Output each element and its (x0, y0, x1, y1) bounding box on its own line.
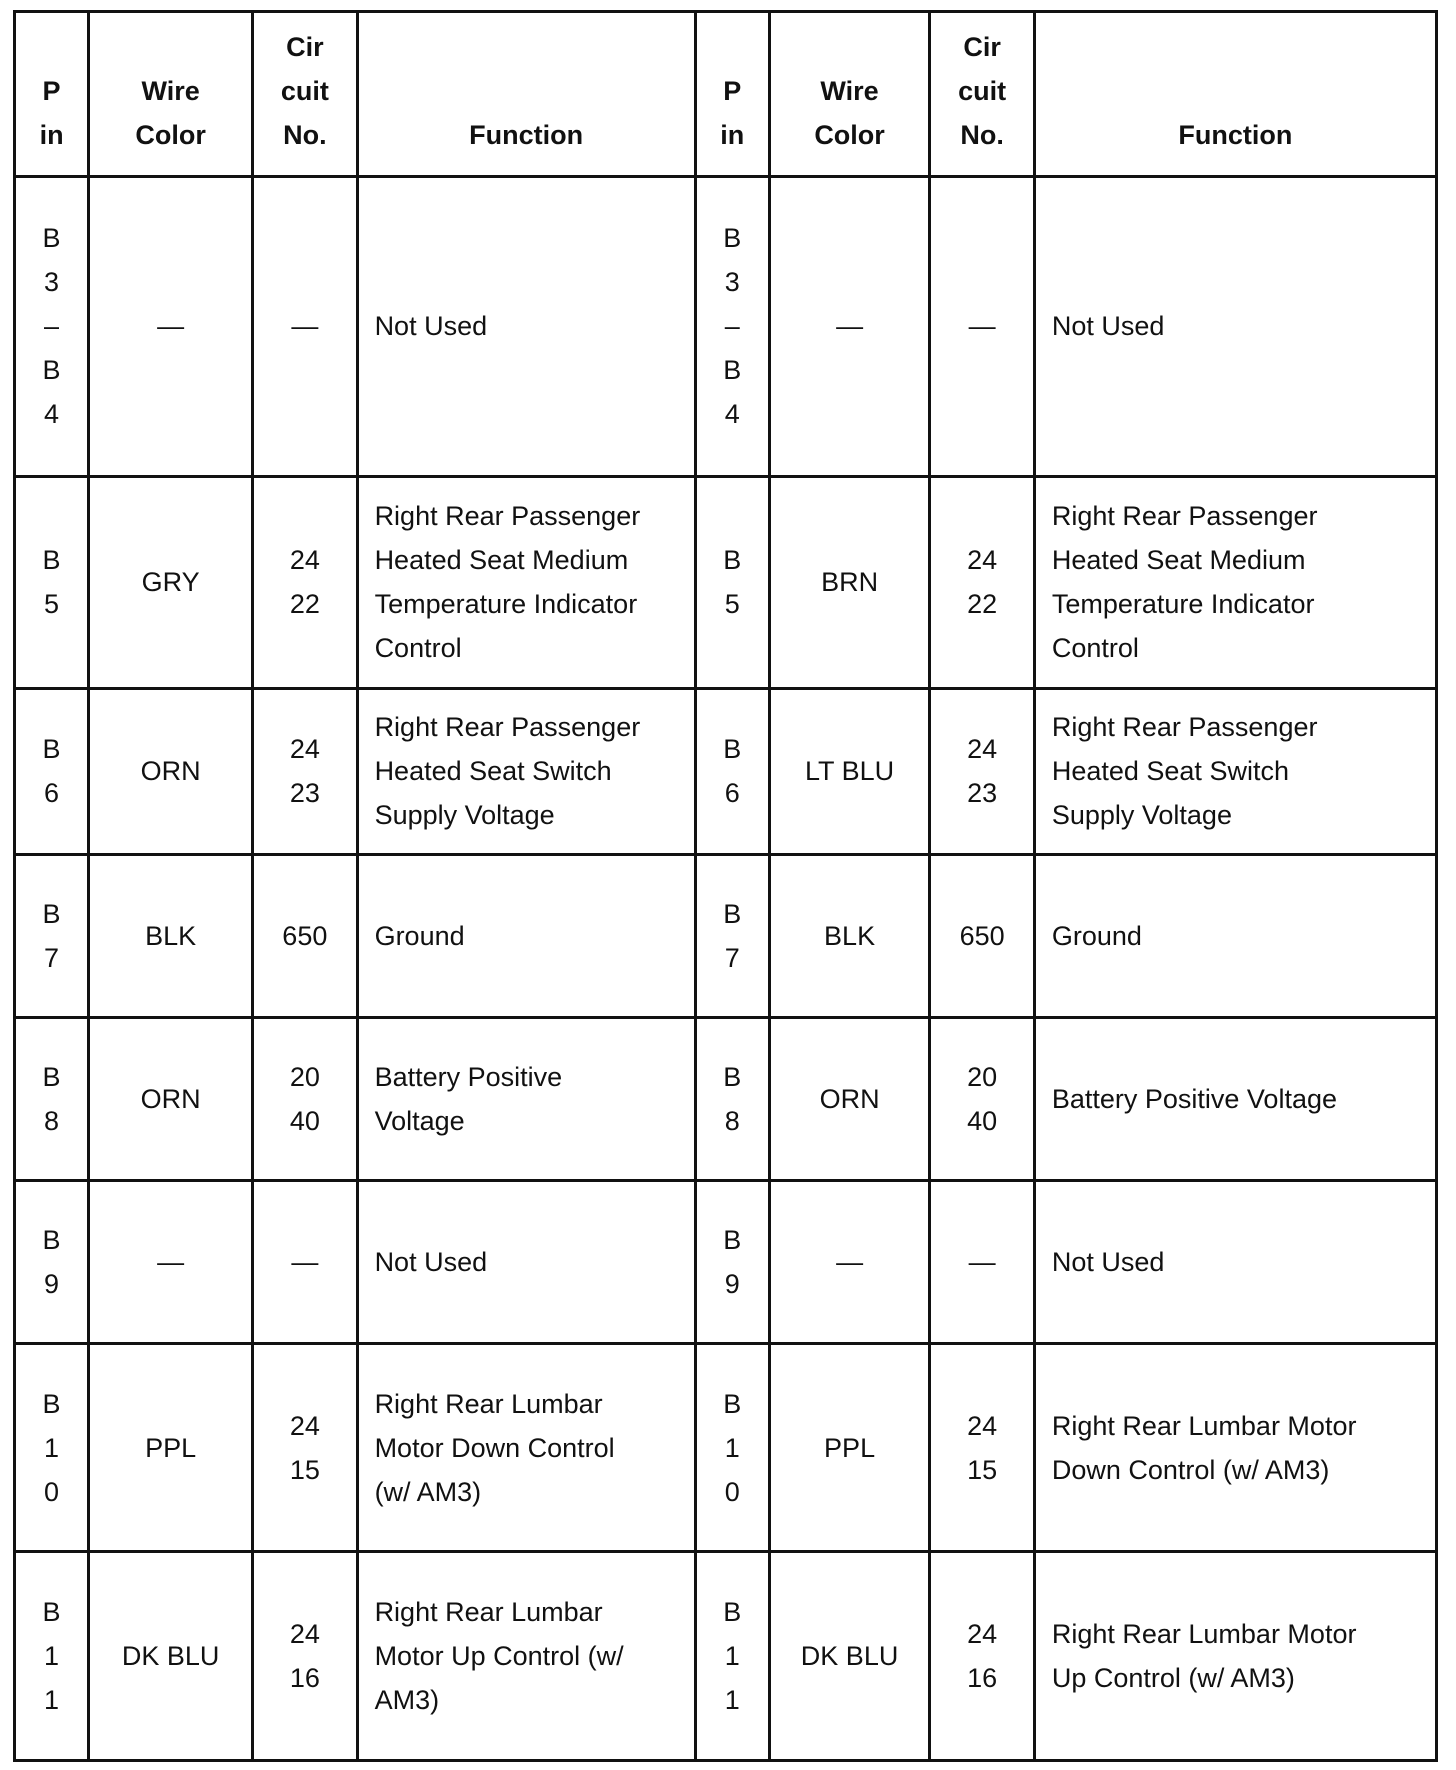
circuit-cell: 24 16 (930, 1552, 1034, 1761)
function-cell: Right Rear Lumbar Motor Up Control (w/ AM3) (1034, 1552, 1436, 1761)
header-pin: P in (15, 12, 89, 177)
circuit-cell: 20 40 (253, 1017, 357, 1180)
wire-color-cell: ORN (769, 1017, 930, 1180)
function-cell: Not Used (1034, 1180, 1436, 1343)
function-cell: Ground (1034, 855, 1436, 1018)
function-cell: Right Rear Lumbar Motor Down Control (w/ AM3) (357, 1343, 695, 1552)
pin-cell: B 1 0 (15, 1343, 89, 1552)
function-cell: Not Used (357, 1180, 695, 1343)
function-cell: Battery Positive Voltage (1034, 1017, 1436, 1180)
wire-color-cell: — (89, 177, 253, 477)
table-row (15, 855, 1437, 1018)
wire-color-cell: PPL (89, 1343, 253, 1552)
connector-pinout-table (13, 10, 1438, 1762)
wire-color-cell: ORN (89, 1017, 253, 1180)
header-pin: P in (695, 12, 769, 177)
wire-color-cell: LT BLU (769, 688, 930, 854)
circuit-cell: — (253, 1180, 357, 1343)
circuit-cell: 24 15 (930, 1343, 1034, 1552)
function-cell: Right Rear Passenger Heated Seat Switch Supply Voltage (1034, 688, 1436, 854)
table-row (15, 1552, 1437, 1761)
pin-cell: B 7 (15, 855, 89, 1018)
function-cell: Battery Positive Voltage (357, 1017, 695, 1180)
circuit-cell: 24 23 (930, 688, 1034, 854)
circuit-cell: 20 40 (930, 1017, 1034, 1180)
table-row (15, 177, 1437, 477)
wire-color-cell: — (769, 177, 930, 477)
pin-cell: B 1 0 (695, 1343, 769, 1552)
wire-color-cell: ORN (89, 688, 253, 854)
wire-color-cell: GRY (89, 476, 253, 688)
pin-cell: B 6 (15, 688, 89, 854)
function-cell: Right Rear Passenger Heated Seat Medium Temperature Indicator Control (1034, 476, 1436, 688)
function-cell: Right Rear Lumbar Motor Up Control (w/ AM3) (357, 1552, 695, 1761)
pin-cell: B 5 (15, 476, 89, 688)
pin-cell: B 3 – B 4 (15, 177, 89, 477)
wire-color-cell: DK BLU (769, 1552, 930, 1761)
pin-cell: B 9 (695, 1180, 769, 1343)
header-wire-color: Wire Color (769, 12, 930, 177)
function-cell: Not Used (357, 177, 695, 477)
wire-color-cell: BLK (769, 855, 930, 1018)
function-cell: Right Rear Passenger Heated Seat Medium Temperature Indicator Control (357, 476, 695, 688)
header-function: Function (357, 12, 695, 177)
function-cell: Not Used (1034, 177, 1436, 477)
pin-cell: B 8 (695, 1017, 769, 1180)
pin-cell: B 5 (695, 476, 769, 688)
wire-color-cell: — (89, 1180, 253, 1343)
function-cell: Right Rear Passenger Heated Seat Switch Supply Voltage (357, 688, 695, 854)
table-row (15, 476, 1437, 688)
circuit-cell: 24 22 (253, 476, 357, 688)
circuit-cell: 650 (253, 855, 357, 1018)
table-row (15, 1180, 1437, 1343)
pin-cell: B 1 1 (15, 1552, 89, 1761)
header-wire-color: Wire Color (89, 12, 253, 177)
table-row (15, 1017, 1437, 1180)
circuit-cell: — (930, 1180, 1034, 1343)
header-circuit-no: Cir cuit No. (930, 12, 1034, 177)
wire-color-cell: DK BLU (89, 1552, 253, 1761)
wire-color-cell: BRN (769, 476, 930, 688)
circuit-cell: 24 15 (253, 1343, 357, 1552)
pin-cell: B 8 (15, 1017, 89, 1180)
circuit-cell: 24 16 (253, 1552, 357, 1761)
wire-color-cell: BLK (89, 855, 253, 1018)
pin-cell: B 7 (695, 855, 769, 1018)
wire-color-cell: — (769, 1180, 930, 1343)
table-row (15, 688, 1437, 854)
circuit-cell: 24 23 (253, 688, 357, 854)
circuit-cell: — (253, 177, 357, 477)
pin-cell: B 3 – B 4 (695, 177, 769, 477)
circuit-cell: — (930, 177, 1034, 477)
table-row (15, 1343, 1437, 1552)
pin-cell: B 9 (15, 1180, 89, 1343)
header-function: Function (1034, 12, 1436, 177)
pin-cell: B 1 1 (695, 1552, 769, 1761)
function-cell: Ground (357, 855, 695, 1018)
pin-cell: B 6 (695, 688, 769, 854)
header-circuit-no: Cir cuit No. (253, 12, 357, 177)
circuit-cell: 24 22 (930, 476, 1034, 688)
header-row (15, 12, 1437, 177)
wire-color-cell: PPL (769, 1343, 930, 1552)
function-cell: Right Rear Lumbar Motor Down Control (w/ AM3) (1034, 1343, 1436, 1552)
circuit-cell: 650 (930, 855, 1034, 1018)
